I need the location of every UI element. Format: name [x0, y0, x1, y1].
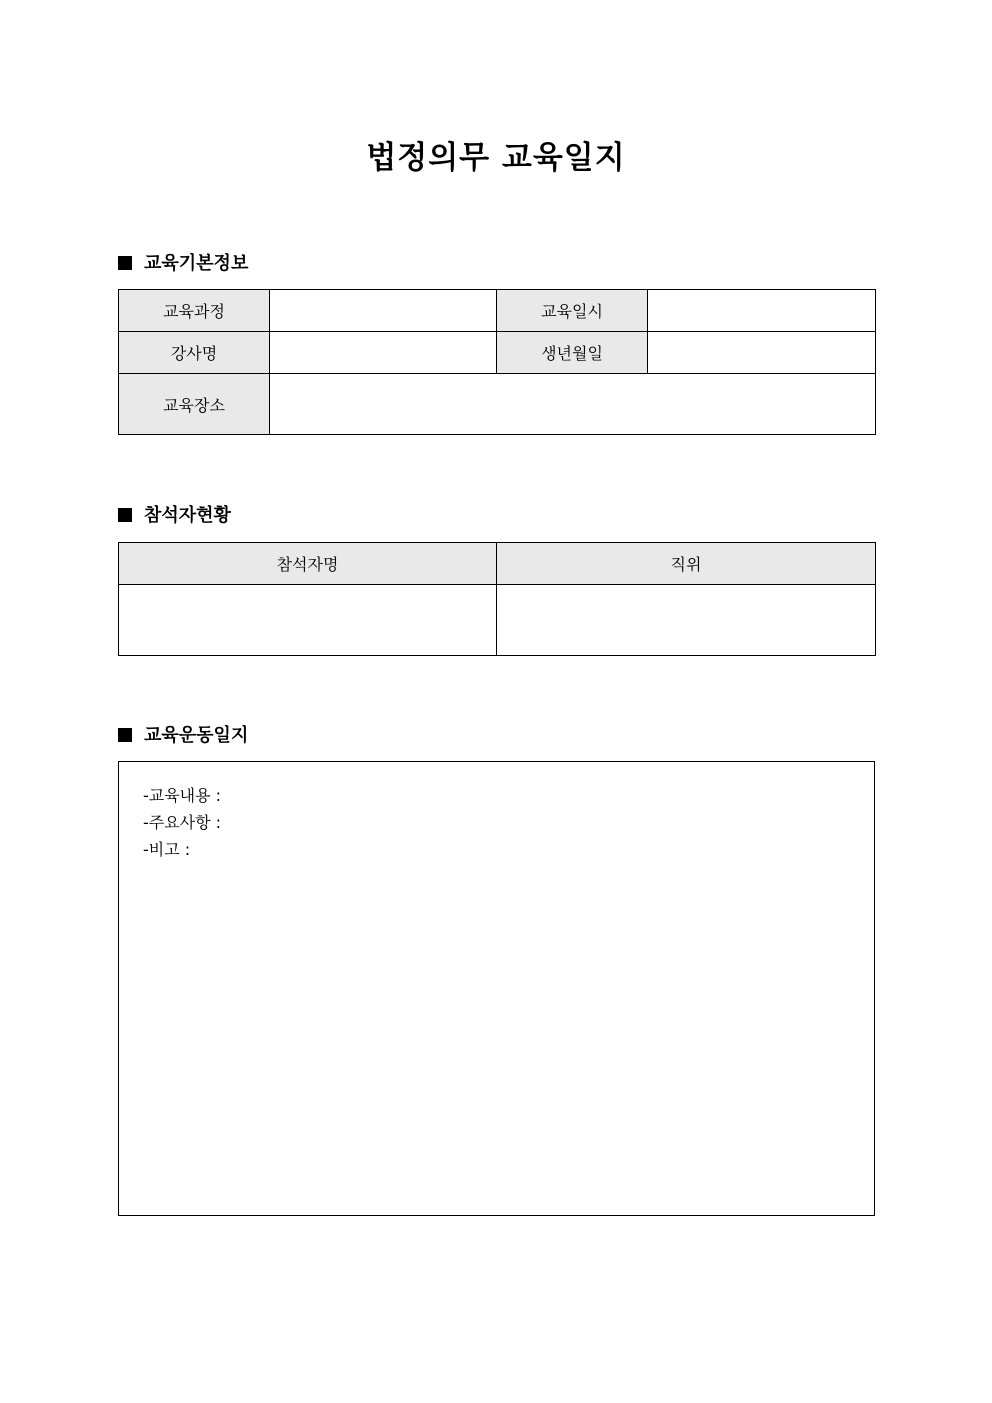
basic-info-table — [118, 289, 876, 435]
log-line-content: -교육내용 : — [143, 786, 222, 805]
section-heading-label: 교육기본정보 — [144, 253, 249, 274]
training-log-lines — [143, 782, 221, 863]
instructor-field[interactable] — [270, 332, 497, 374]
section-heading-label: 교육운동일지 — [144, 725, 249, 746]
section-heading-basic-info — [118, 251, 248, 277]
log-line-remarks: -비고 : — [143, 840, 191, 859]
datetime-label: 교육일시 — [497, 290, 648, 332]
course-label: 교육과정 — [119, 290, 270, 332]
square-bullet-icon — [118, 256, 132, 270]
log-line-key-points: -주요사항 : — [143, 813, 222, 832]
location-label: 교육장소 — [119, 374, 270, 435]
section-heading-attendance — [118, 503, 231, 529]
square-bullet-icon — [118, 728, 132, 742]
position-header: 직위 — [497, 543, 876, 585]
training-log-box[interactable] — [118, 761, 875, 1216]
section-heading-label: 참석자현황 — [144, 505, 231, 526]
location-field[interactable] — [270, 374, 876, 435]
attendee-name-field[interactable] — [119, 585, 497, 656]
birthdate-label: 생년월일 — [497, 332, 648, 374]
position-field[interactable] — [497, 585, 876, 656]
instructor-label: 강사명 — [119, 332, 270, 374]
square-bullet-icon — [118, 508, 132, 522]
attendee-name-header: 참석자명 — [119, 543, 497, 585]
datetime-field[interactable] — [648, 290, 876, 332]
attendance-table — [118, 542, 876, 656]
course-field[interactable] — [270, 290, 497, 332]
section-heading-training-log — [118, 723, 248, 749]
birthdate-field[interactable] — [648, 332, 876, 374]
document-title: 법정의무 교육일지 — [366, 140, 626, 176]
